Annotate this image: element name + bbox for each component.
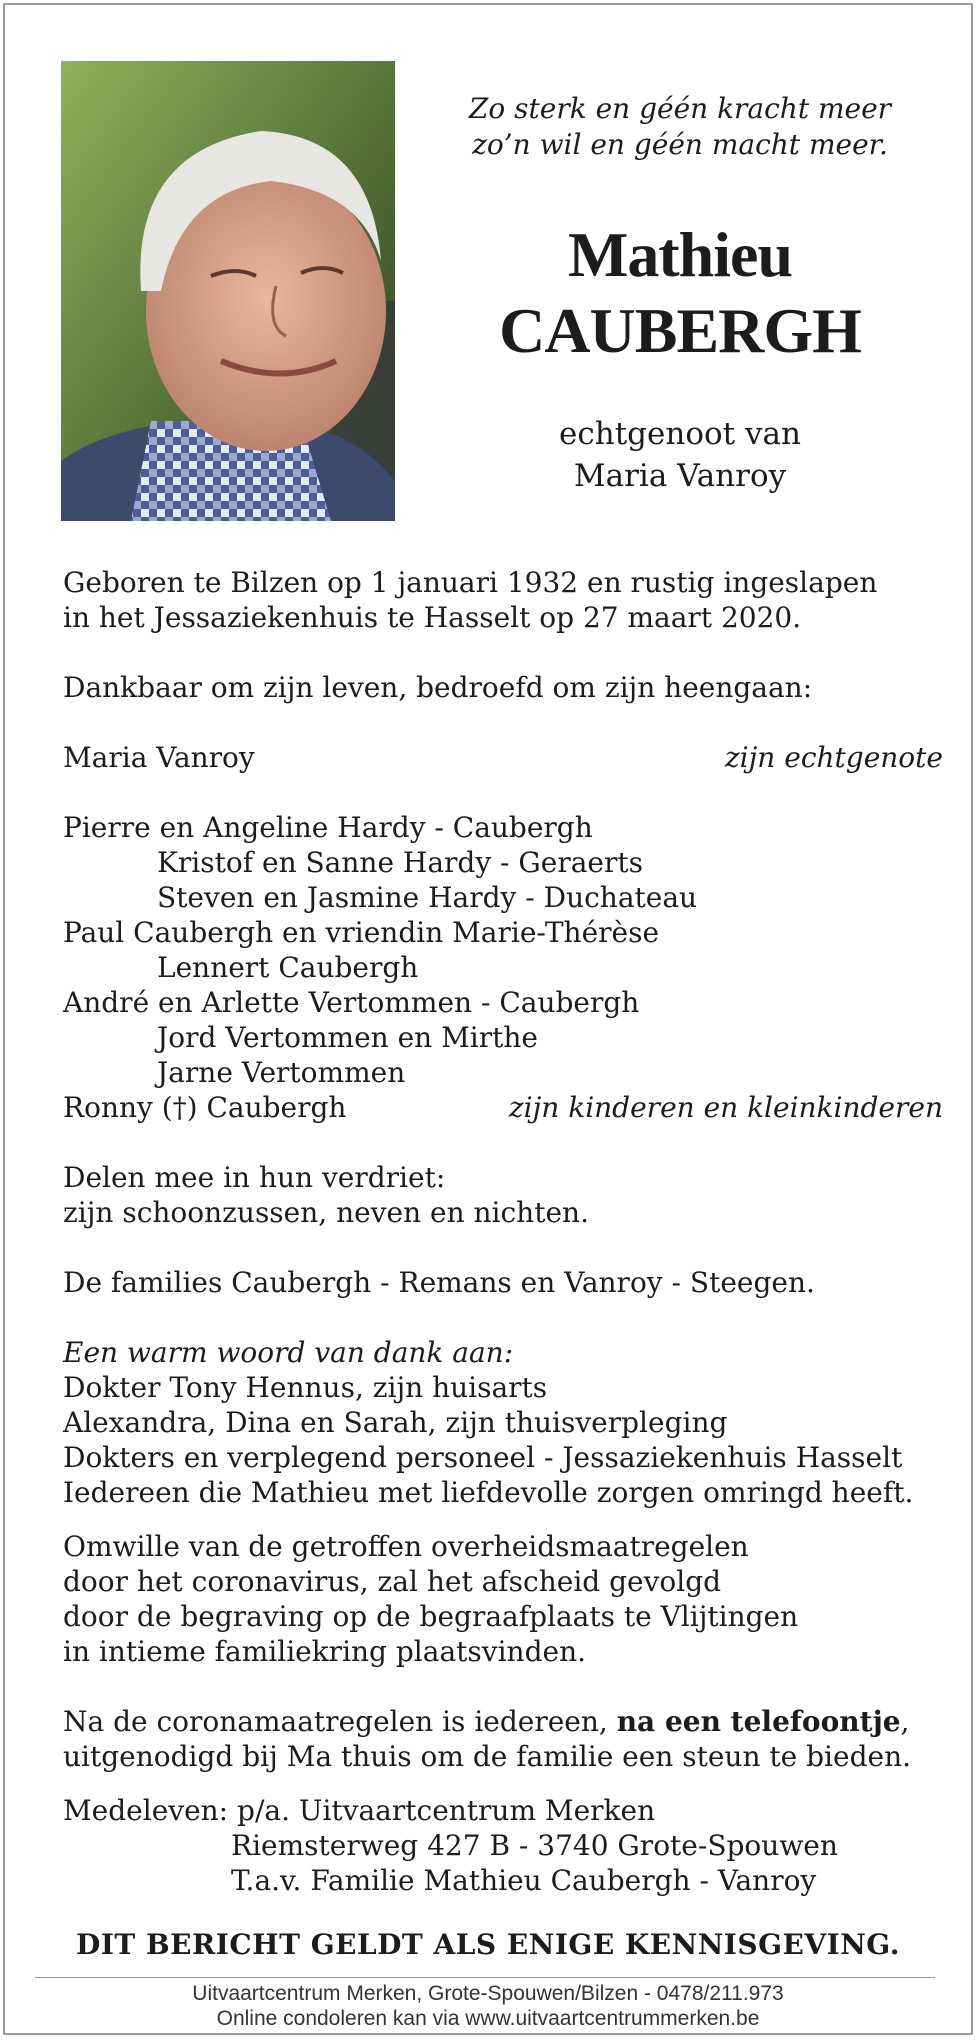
spouse-name: Maria Vanroy: [573, 458, 787, 494]
memorial-verse: [425, 91, 935, 163]
footer-line: Uitvaartcentrum Merken, Grote-Spouwen/Bilzen - 0478/211.973: [192, 1982, 784, 2005]
funeral-home-footer: [5, 1981, 971, 2031]
spouse-relation: echtgenoot van: [559, 416, 801, 452]
covid-block: [63, 1529, 943, 1669]
portrait-photo: [61, 61, 395, 521]
visit-text: Na de coronamaatregelen is iedereen,: [63, 1705, 617, 1738]
family-member: Lennert Caubergh: [157, 951, 419, 984]
portrait-image: [61, 61, 395, 521]
covid-line: in intieme familiekring plaatsvinden.: [63, 1635, 587, 1668]
thanks-block: [63, 1335, 943, 1510]
thanks-line: Dokter Tony Hennus, zijn huisarts: [63, 1371, 548, 1404]
visit-block: [63, 1704, 943, 1774]
visit-line: uitgenodigd bij Ma thuis om de familie een steun te bieden.: [63, 1740, 911, 1773]
obituary-body: [63, 565, 943, 1898]
verse-line: Zo sterk en géén kracht meer: [468, 92, 892, 125]
family-member: Kristof en Sanne Hardy - Geraerts: [157, 846, 644, 879]
grateful-line: Dankbaar om zijn leven, bedroefd om zijn heengaan:: [63, 671, 813, 704]
family-member: Pierre en Angeline Hardy - Caubergh: [63, 811, 593, 844]
condolences-label: Medeleven: p/a. Uitvaartcentrum Merken: [63, 1794, 656, 1827]
family-list: [63, 810, 943, 1125]
spouse-block: [425, 413, 935, 497]
footer-divider: [35, 1977, 935, 1978]
first-name: Mathieu: [567, 219, 793, 290]
verse-line: zo’n wil en géén macht meer.: [472, 128, 888, 161]
share-grief: [63, 1160, 943, 1230]
children-role: zijn kinderen en kleinkinderen: [508, 1091, 943, 1124]
last-child-row: [63, 1090, 943, 1125]
families-line: De families Caubergh - Remans en Vanroy - Steegen.: [63, 1266, 815, 1299]
thanks-line: Dokters en verplegend personeel - Jessaziekenhuis Hasselt: [63, 1441, 903, 1474]
birth-line: in het Jessaziekenhuis te Hasselt op 27 maart 2020.: [63, 601, 802, 634]
covid-line: Omwille van de getroffen overheidsmaatregelen: [63, 1530, 749, 1563]
share-line: zijn schoonzussen, neven en nichten.: [63, 1196, 589, 1229]
visit-punct: ,: [900, 1705, 910, 1738]
notice-statement: DIT BERICHT GELDT ALS ENIGE KENNISGEVING.: [76, 1928, 900, 1961]
thanks-line: Iedereen die Mathieu met liefdevolle zorgen omringd heeft.: [63, 1476, 914, 1509]
share-line: Delen mee in hun verdriet:: [63, 1161, 446, 1194]
visit-bold: na een telefoontje: [616, 1705, 901, 1738]
wife-role: zijn echtgenote: [724, 741, 943, 774]
covid-line: door het coronavirus, zal het afscheid gevolgd: [63, 1565, 722, 1598]
thanks-heading: Een warm woord van dank aan:: [63, 1336, 514, 1369]
footer-line: Online condoleren kan via www.uitvaartcentrummerken.be: [216, 2007, 760, 2030]
visit-line: [63, 1704, 943, 1739]
family-member: André en Arlette Vertommen - Caubergh: [63, 986, 640, 1019]
condolences-block: [63, 1793, 943, 1898]
condolences-address: T.a.v. Familie Mathieu Caubergh - Vanroy: [231, 1864, 817, 1897]
covid-line: door de begraving op de begraafplaats te Vlijtingen: [63, 1600, 799, 1633]
thanks-line: Alexandra, Dina en Sarah, zijn thuisverpleging: [63, 1406, 728, 1439]
deceased-name: [425, 217, 935, 369]
family-member: Jord Vertommen en Mirthe: [157, 1021, 538, 1054]
family-member: Jarne Vertommen: [157, 1056, 406, 1089]
family-member: Paul Caubergh en vriendin Marie-Thérèse: [63, 916, 660, 949]
family-member: Ronny (†) Caubergh: [63, 1091, 347, 1124]
wife-row: [63, 740, 943, 775]
last-name: CAUBERGH: [499, 295, 861, 366]
birth-line: Geboren te Bilzen op 1 januari 1932 en rustig ingeslapen: [63, 566, 878, 599]
obituary-card: [3, 3, 973, 2035]
condolences-address: Riemsterweg 427 B - 3740 Grote-Spouwen: [231, 1829, 838, 1862]
family-member: Steven en Jasmine Hardy - Duchateau: [157, 881, 698, 914]
wife-name: Maria Vanroy: [63, 741, 255, 774]
